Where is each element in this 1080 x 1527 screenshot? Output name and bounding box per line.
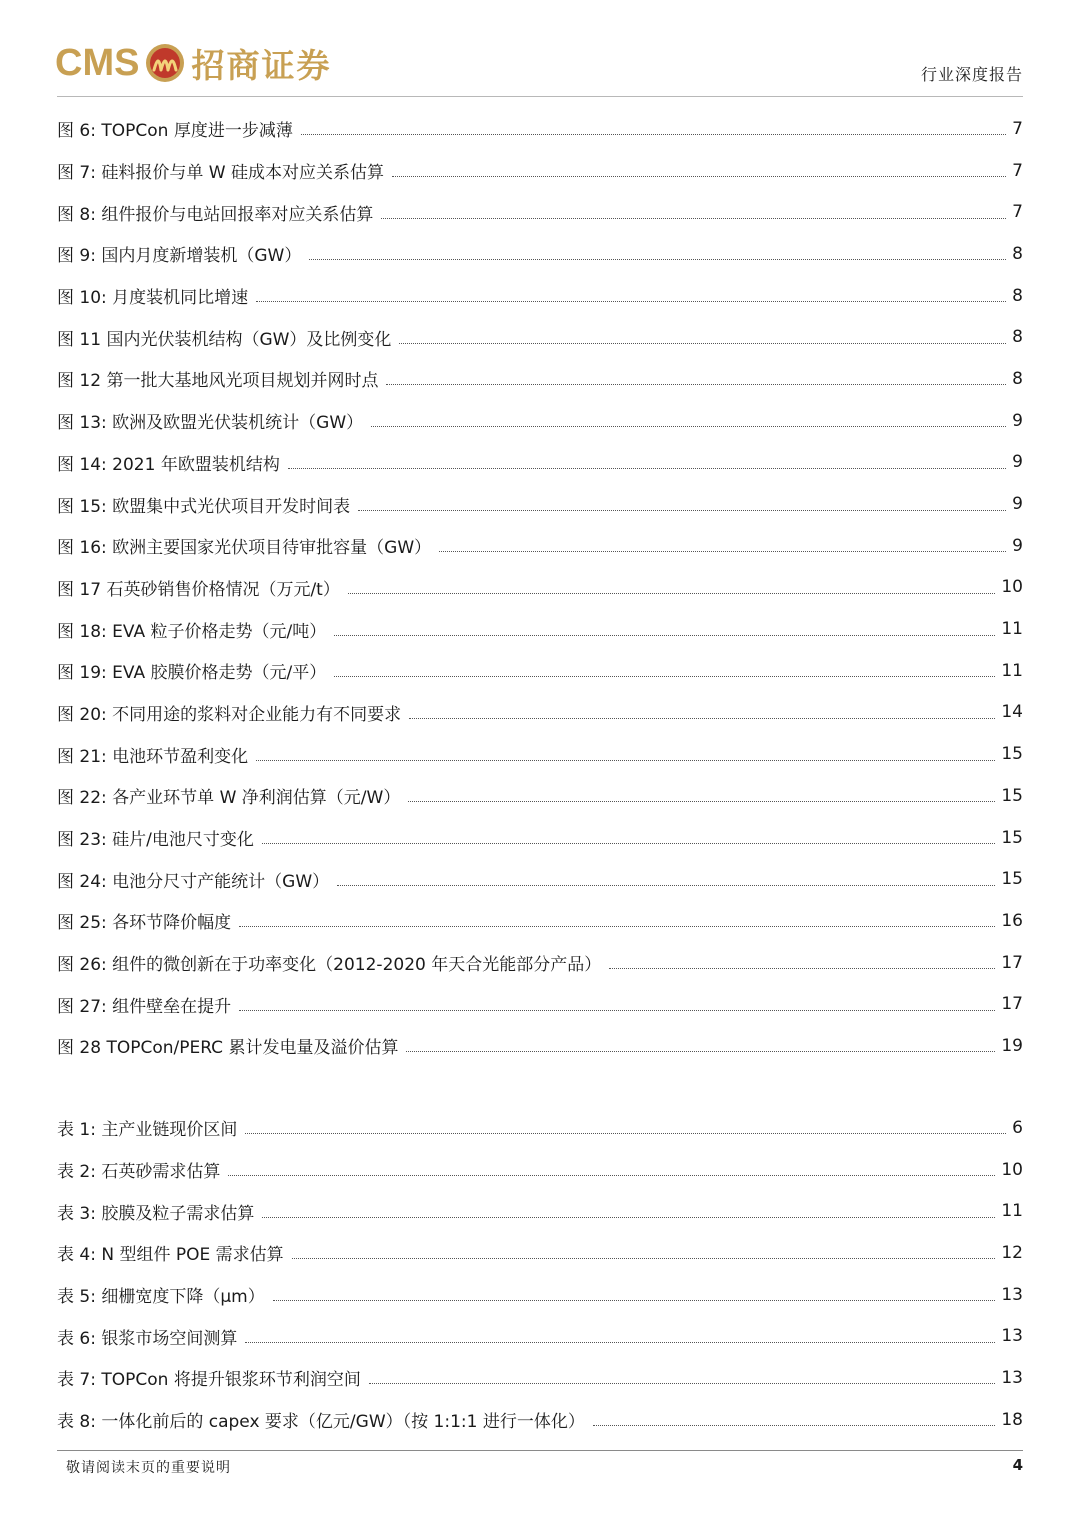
figure-entry-page: 14: [1001, 702, 1023, 723]
figure-entry[interactable]: [57, 233, 1023, 275]
table-entry-title: 表 8: 一体化前后的 capex 要求（亿元/GW）（按 1:1:1 进行一体化）: [57, 1412, 585, 1433]
figure-entry[interactable]: [57, 608, 1023, 650]
figure-entry[interactable]: [57, 817, 1023, 859]
figure-entry[interactable]: [57, 108, 1023, 150]
dot-leader: [334, 635, 995, 636]
dot-leader: [309, 259, 1006, 260]
figure-entry-page: 15: [1001, 785, 1023, 806]
figure-entry-page: 7: [1012, 118, 1023, 139]
table-entry[interactable]: [57, 1107, 1023, 1149]
figure-entry-title: 图 23: 硅片/电池尺寸变化: [57, 830, 254, 851]
table-entry-page: 18: [1001, 1409, 1023, 1430]
figure-entry[interactable]: [57, 942, 1023, 984]
dot-leader: [288, 468, 1006, 469]
figure-entry-page: 9: [1012, 452, 1023, 473]
figure-entry[interactable]: [57, 900, 1023, 942]
figure-entry-page: 8: [1012, 285, 1023, 306]
company-logo: [55, 38, 331, 88]
figure-entry-title: 图 14: 2021 年欧盟装机结构: [57, 454, 280, 475]
dot-leader: [292, 1258, 996, 1259]
figure-entry-page: 10: [1001, 577, 1023, 598]
dot-leader: [369, 1383, 996, 1384]
figure-entry-page: 9: [1012, 535, 1023, 556]
figure-index-list: [57, 108, 1023, 1067]
logo-emblem-icon: [145, 43, 185, 83]
dot-leader: [262, 843, 995, 844]
figure-entry-title: 图 24: 电池分尺寸产能统计（GW）: [57, 871, 330, 892]
dot-leader: [348, 593, 996, 594]
dot-leader: [439, 551, 1006, 552]
table-entry[interactable]: [57, 1149, 1023, 1191]
figure-entry-title: 图 11 国内光伏装机结构（GW）及比例变化: [57, 329, 392, 350]
figure-entry-title: 图 7: 硅料报价与单 W 硅成本对应关系估算: [57, 163, 384, 184]
table-entry-page: 11: [1001, 1201, 1023, 1222]
table-entry[interactable]: [57, 1315, 1023, 1357]
footer-divider: [57, 1450, 1023, 1451]
figure-entry-page: 16: [1001, 910, 1023, 931]
figure-entry-page: 7: [1012, 202, 1023, 223]
figure-entry-title: 图 13: 欧洲及欧盟光伏装机统计（GW）: [57, 413, 364, 434]
dot-leader: [245, 1342, 995, 1343]
figure-entry-title: 图 18: EVA 粒子价格走势（元/吨）: [57, 621, 327, 642]
figure-entry-page: 17: [1001, 994, 1023, 1015]
table-entry[interactable]: [57, 1357, 1023, 1399]
dot-leader: [262, 1217, 995, 1218]
dot-leader: [392, 176, 1006, 177]
dot-leader: [409, 718, 995, 719]
figure-entry-title: 图 10: 月度装机同比增速: [57, 288, 249, 309]
dot-leader: [358, 510, 1006, 511]
figure-entry[interactable]: [57, 567, 1023, 609]
figure-entry[interactable]: [57, 733, 1023, 775]
figure-entry-page: 19: [1001, 1035, 1023, 1056]
dot-leader: [245, 1133, 1006, 1134]
figure-entry-page: 11: [1001, 660, 1023, 681]
dot-leader: [609, 968, 995, 969]
table-entry-title: 表 1: 主产业链现价区间: [57, 1120, 238, 1141]
figure-entry-page: 8: [1012, 327, 1023, 348]
figure-entry[interactable]: [57, 316, 1023, 358]
dot-leader: [406, 1051, 995, 1052]
figure-entry-page: 9: [1012, 410, 1023, 431]
figure-entry-page: 15: [1001, 744, 1023, 765]
figure-entry-title: 图 8: 组件报价与电站回报率对应关系估算: [57, 204, 374, 225]
table-entry[interactable]: [57, 1274, 1023, 1316]
figure-entry-title: 图 19: EVA 胶膜价格走势（元/平）: [57, 663, 327, 684]
logo-text-cn: 招商证券: [191, 45, 332, 85]
figure-entry[interactable]: [57, 983, 1023, 1025]
figure-entry[interactable]: [57, 650, 1023, 692]
figure-entry-title: 图 17 石英砂销售价格情况（万元/t）: [57, 579, 340, 600]
dot-leader: [593, 1425, 996, 1426]
table-entry-page: 6: [1012, 1117, 1023, 1138]
dot-leader: [334, 676, 995, 677]
dot-leader: [337, 885, 995, 886]
dot-leader: [408, 801, 995, 802]
figure-entry[interactable]: [57, 275, 1023, 317]
table-entry-page: 13: [1001, 1284, 1023, 1305]
dot-leader: [256, 760, 995, 761]
dot-leader: [256, 301, 1006, 302]
figure-entry[interactable]: [57, 442, 1023, 484]
figure-entry-page: 8: [1012, 368, 1023, 389]
figure-entry-title: 图 21: 电池环节盈利变化: [57, 746, 249, 767]
table-entry-title: 表 7: TOPCon 将提升银浆环节利润空间: [57, 1370, 361, 1391]
figure-entry[interactable]: [57, 358, 1023, 400]
figure-entry[interactable]: [57, 191, 1023, 233]
dot-leader: [273, 1300, 996, 1301]
figure-entry[interactable]: [57, 1025, 1023, 1067]
figure-entry[interactable]: [57, 858, 1023, 900]
figure-entry-title: 图 26: 组件的微创新在于功率变化（2012-2020 年天合光能部分产品）: [57, 955, 602, 976]
dot-leader: [228, 1175, 995, 1176]
document-type: 行业深度报告: [920, 65, 1023, 84]
table-entry-title: 表 2: 石英砂需求估算: [57, 1162, 221, 1183]
figure-entry-title: 图 25: 各环节降价幅度: [57, 913, 232, 934]
table-entry-page: 12: [1001, 1242, 1023, 1263]
dot-leader: [386, 384, 1006, 385]
figure-entry-title: 图 12 第一批大基地风光项目规划并网时点: [57, 371, 379, 392]
dot-leader: [381, 218, 1006, 219]
figure-entry[interactable]: [57, 775, 1023, 817]
figure-entry-title: 图 28 TOPCon/PERC 累计发电量及溢价估算: [57, 1038, 399, 1059]
table-entry[interactable]: [57, 1399, 1023, 1441]
table-entry-page: 10: [1001, 1159, 1023, 1180]
figure-entry[interactable]: [57, 400, 1023, 442]
table-entry[interactable]: [57, 1232, 1023, 1274]
figure-entry-title: 图 9: 国内月度新增装机（GW）: [57, 246, 302, 267]
figure-entry-page: 8: [1012, 243, 1023, 264]
table-entry-title: 表 3: 胶膜及粒子需求估算: [57, 1203, 255, 1224]
figure-entry[interactable]: [57, 525, 1023, 567]
figure-entry-title: 图 16: 欧洲主要国家光伏项目待审批容量（GW）: [57, 538, 432, 559]
dot-leader: [399, 343, 1006, 344]
figure-entry-title: 图 20: 不同用途的浆料对企业能力有不同要求: [57, 704, 402, 725]
page-header: [0, 0, 1080, 100]
figure-entry[interactable]: [57, 150, 1023, 192]
page-number: 4: [1012, 1456, 1023, 1474]
footer-disclaimer: 敬请阅读末页的重要说明: [66, 1460, 231, 1476]
dot-leader: [371, 426, 1006, 427]
header-divider: [57, 96, 1023, 97]
figure-entry[interactable]: [57, 692, 1023, 734]
figure-entry-title: 图 27: 组件壁垒在提升: [57, 996, 232, 1017]
figure-entry-title: 图 15: 欧盟集中式光伏项目开发时间表: [57, 496, 351, 517]
figure-entry-page: 15: [1001, 869, 1023, 890]
table-entry-title: 表 6: 银浆市场空间测算: [57, 1328, 238, 1349]
table-entry-title: 表 5: 细栅宽度下降（μm）: [57, 1287, 265, 1308]
table-entry-title: 表 4: N 型组件 POE 需求估算: [57, 1245, 284, 1266]
logo-text-en: CMS: [55, 41, 140, 84]
figure-entry-page: 11: [1001, 619, 1023, 640]
dot-leader: [239, 926, 995, 927]
figure-entry-page: 17: [1001, 952, 1023, 973]
figure-entry[interactable]: [57, 483, 1023, 525]
figure-entry-page: 7: [1012, 160, 1023, 181]
table-index-list: [57, 1107, 1023, 1441]
figure-entry-title: 图 6: TOPCon 厚度进一步减薄: [57, 121, 293, 142]
table-entry-page: 13: [1001, 1326, 1023, 1347]
dot-leader: [239, 1010, 995, 1011]
figure-entry-page: 9: [1012, 494, 1023, 515]
table-entry[interactable]: [57, 1190, 1023, 1232]
table-entry-page: 13: [1001, 1367, 1023, 1388]
figure-entry-page: 15: [1001, 827, 1023, 848]
figure-entry-title: 图 22: 各产业环节单 W 净利润估算（元/W）: [57, 788, 401, 809]
dot-leader: [301, 134, 1006, 135]
